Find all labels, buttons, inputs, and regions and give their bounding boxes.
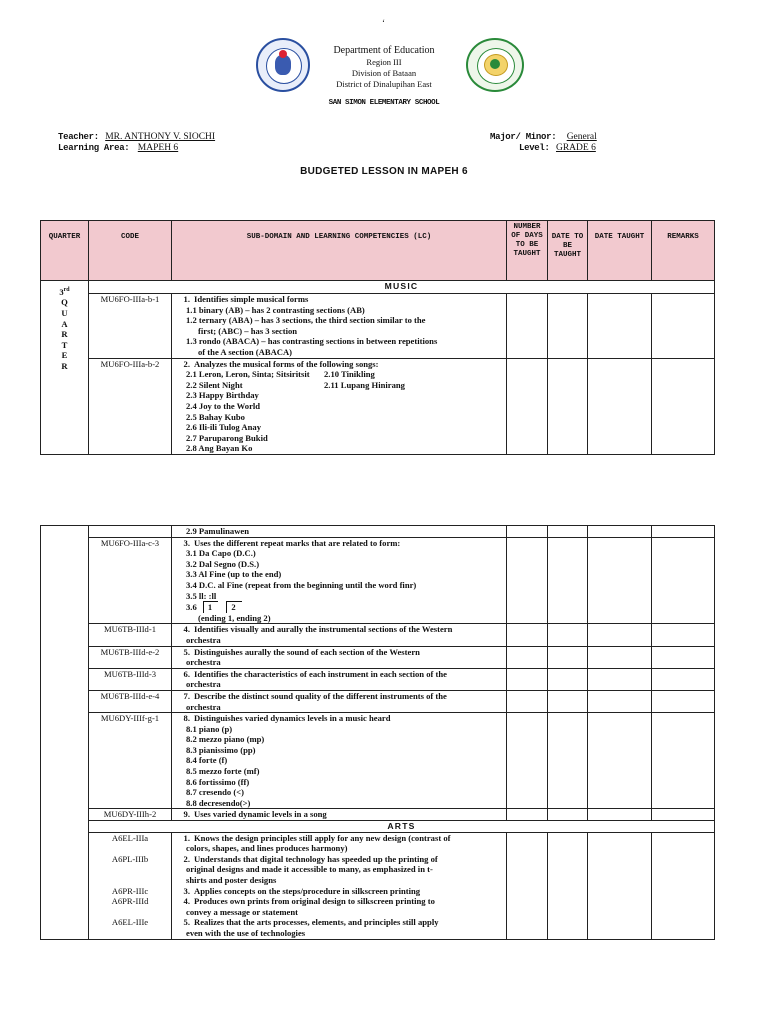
header-line: District of Dinalupihan East (336, 79, 432, 89)
table-row (41, 294, 715, 359)
quarter-letter: A (61, 318, 68, 329)
area-row (58, 143, 178, 153)
table-row: A6EL-IIIa 1. Knows the design principles still apply for any new design (contrast of colors, shapes, and lines produces harmony) (41, 832, 715, 854)
lesson-table-page-1 (40, 220, 715, 455)
quarter-letter: T (61, 339, 68, 350)
table-row: A6PR-IIId 4. Produces own prints from original design to silkscreen printing to convey a message or statement (41, 896, 715, 917)
ending-brackets: 3.6 1 2 (174, 601, 504, 613)
header-block (0, 45, 768, 90)
table-row (41, 537, 715, 624)
col-days: NUMBER OF DAYS TO BE TAUGHT (507, 221, 548, 281)
top-mark: ‘ (382, 18, 385, 28)
level-row (519, 143, 596, 153)
header-line: Division of Bataan (351, 68, 417, 78)
code-cell: MU6FO-IIIa-c-3 (89, 537, 172, 624)
code-cell: MU6DY-IIIf-g-1 (89, 713, 172, 809)
competency-cell: 2. Analyzes the musical forms of the following songs: 2.1 Leron, Leron, Sinta; Sitsiritsit 2.10 Tinikling 2.2 Silent Night 2.11 Lupang Hinirang 2.3 Happy Birthday 2.4 Joy to the World 2.5 Bahay Kubo 2.6 Ili-ili Tulog Anay 2.7 Paruparong Bukid 2.8 Ang Bayan Ko (172, 358, 507, 454)
quarter-letter: R (61, 329, 68, 340)
teacher-name: MR. ANTHONY V. SIOCHI (105, 132, 216, 142)
table-row (41, 358, 715, 454)
code-cell: MU6TB-IIId-1 (89, 624, 172, 646)
table-row: MU6DY-IIIh-2 9. Uses varied dynamic levels in a song (41, 809, 715, 821)
quarter-letter: R (61, 361, 68, 372)
code-cell: A6PL-IIIb (89, 854, 172, 886)
area-label: Learning Area: (58, 143, 130, 153)
major-label: Major/ Minor: (490, 132, 557, 142)
quarter-letter: Q (61, 297, 68, 308)
table-row: A6EL-IIIe 5. Realizes that the arts processes, elements, and principles still apply even with the use of technologies (41, 917, 715, 939)
continued-item: 2.9 Pamulinawen (172, 526, 507, 538)
table-row: A6PR-IIIc 3. Applies concepts on the steps/procedure in silkscreen printing (41, 886, 715, 897)
table-row: MU6DY-IIIf-g-1 8. Distinguishes varied dynamics levels in a music heard 8.1 piano (p) 8.2 mezzo piano (mp) 8.3 pianissimo (pp) 8.4 forte (f) 8.5 mezzo forte (mf) 8.6 fortissimo (ff) 8.7 cresendo (<) 8.8 decresendo(>) (41, 713, 715, 809)
code-cell: MU6FO-IIIa-b-2 (89, 358, 172, 454)
school-name: SAN SIMON ELEMENTARY SCHOOL (328, 99, 440, 107)
lesson-table-page-2 (40, 525, 715, 940)
quarter-num: 3 (59, 286, 64, 297)
document-title: BUDGETED LESSON IN MAPEH 6 (300, 166, 468, 177)
code-cell: MU6TB-IIId-e-4 (89, 690, 172, 712)
competency-cell: 1. Identifies simple musical forms 1.1 binary (AB) – has 2 contrasting sections (AB) 1.2 ternary (ABA) – has 3 sections, the third section similar to the first; (ABC) – has 3 section 1.3 rondo (ABACA) – has contrasting sections in between repetitions of the A section (ABACA) (172, 294, 507, 359)
table-row: MU6TB-IIId-e-4 7. Describe the distinct sound quality of the different instruments of the orchestra (41, 690, 715, 712)
code-cell: A6EL-IIIe (89, 917, 172, 939)
col-code: CODE (89, 221, 172, 281)
table-row: MU6TB-IIId-1 4. Identifies visually and aurally the instrumental sections of the Western orchestra (41, 624, 715, 646)
col-date-to-be-taught: DATE TO BE TAUGHT (548, 221, 588, 281)
table-row: MU6TB-IIId-3 6. Identifies the characteristics of each instrument in each section of the orchestra (41, 668, 715, 690)
area-value: MAPEH 6 (137, 143, 179, 153)
code-cell: MU6TB-IIId-e-2 (89, 646, 172, 668)
teacher-row (58, 132, 215, 142)
section-arts: ARTS (89, 821, 715, 833)
section-music: MUSIC (89, 281, 715, 294)
major-row (490, 132, 597, 142)
code-cell: A6PR-IIId (89, 896, 172, 917)
code-cell: MU6FO-IIIa-b-1 (89, 294, 172, 359)
teacher-label: Teacher: (58, 132, 99, 142)
quarter-cell-continued (41, 526, 89, 940)
quarter-letter: E (61, 350, 68, 361)
col-remarks: REMARKS (652, 221, 715, 281)
code-cell: MU6DY-IIIh-2 (89, 809, 172, 821)
header-line: Department of Education (333, 45, 435, 56)
col-date-taught: DATE TAUGHT (588, 221, 652, 281)
competency-cell: 3. Uses the different repeat marks that are related to form: 3.1 Da Capo (D.C.) 3.2 Dal Segno (D.S.) 3.3 Al Fine (up to the end) 3.4 D.C. al Fine (repeat from the beginning until the word finr) 3.5 ll: :ll 3.6 1 2 (ending 1, ending 2) (172, 537, 507, 624)
col-competencies: SUB-DOMAIN AND LEARNING COMPETENCIES (LC) (172, 221, 507, 281)
col-quarter: QUARTER (41, 221, 89, 281)
code-cell: A6EL-IIIa (89, 832, 172, 854)
table-row: A6PL-IIIb 2. Understands that digital technology has speeded up the printing of original designs and made it accessible to many, as emphasized in t- shirts and poster designs (41, 854, 715, 886)
table-header-row (41, 221, 715, 281)
code-cell: A6PR-IIIc (89, 886, 172, 897)
level-label: Level: (519, 143, 550, 153)
level-value: GRADE 6 (555, 143, 596, 153)
quarter-cell (41, 281, 89, 455)
table-row: MU6TB-IIId-e-2 5. Distinguishes aurally the sound of each section of the Western orchestra (41, 646, 715, 668)
quarter-sup: rd (63, 287, 70, 293)
header-line: Region III (366, 57, 402, 67)
code-cell: MU6TB-IIId-3 (89, 668, 172, 690)
quarter-letter: U (61, 308, 68, 319)
major-value: General (566, 132, 597, 142)
